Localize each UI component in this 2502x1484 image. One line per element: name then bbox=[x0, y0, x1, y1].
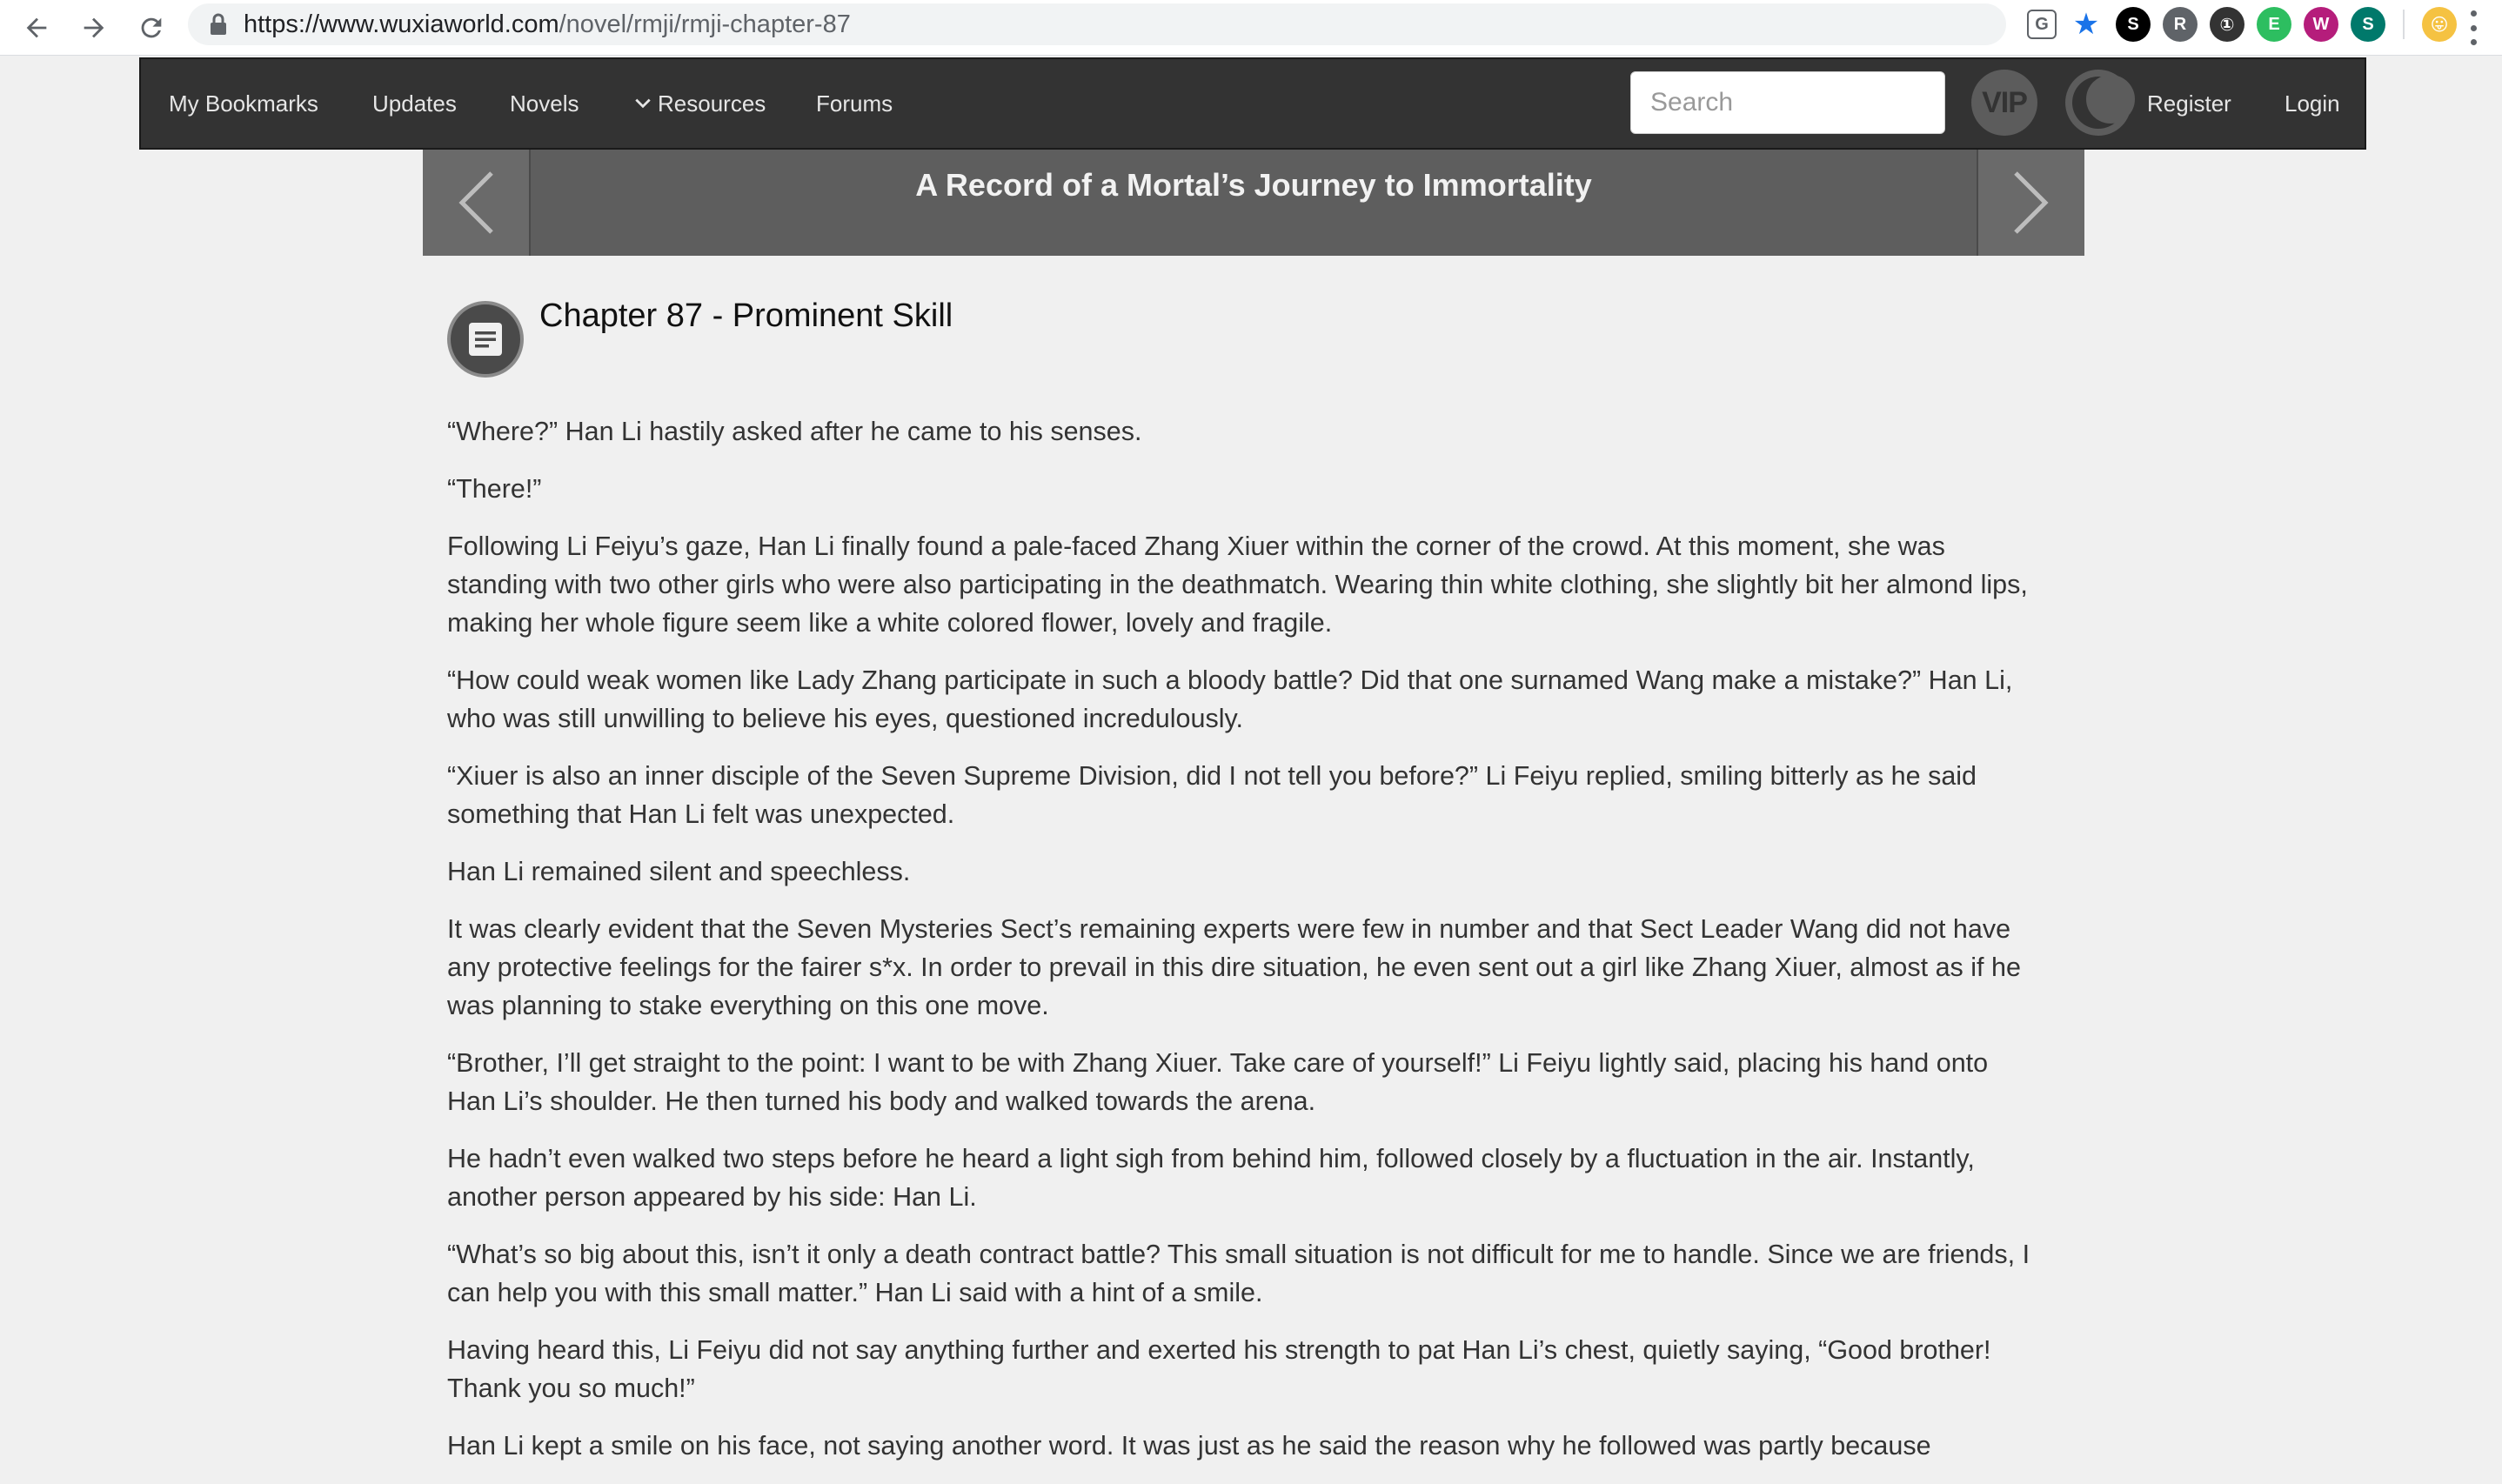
reload-icon bbox=[137, 13, 166, 43]
browser-menu-icon[interactable] bbox=[2469, 10, 2478, 45]
site-header bbox=[139, 57, 2366, 150]
extensions-area bbox=[2027, 7, 2457, 42]
chapter-nav-bar bbox=[423, 150, 2084, 256]
chevron-down-icon bbox=[633, 94, 652, 113]
chapter-list-button[interactable] bbox=[447, 301, 524, 378]
nav-resources[interactable] bbox=[633, 59, 766, 148]
url-path: /novel/rmji/rmji-chapter-87 bbox=[559, 10, 851, 38]
register-link[interactable]: Register bbox=[2147, 90, 2231, 117]
chapter-paragraph: “What’s so big about this, isn’t it only a death contract battle? This small situation is not difficult for me to handle. Since we are friends, I can help you with this small matter.” Han Li said with a hint of a smile. bbox=[447, 1240, 2030, 1307]
address-bar[interactable] bbox=[188, 3, 2006, 45]
chapter-paragraph: He hadn’t even walked two steps before he heard a light sigh from behind him, followed closely by a fluctuation in the air. Instantly, another person appeared by his side: Han Li. bbox=[447, 1144, 1975, 1212]
nav-resources-label: Resources bbox=[658, 90, 766, 117]
next-chapter-button[interactable] bbox=[1977, 150, 2084, 256]
chapter-paragraph: “Where?” Han Li hastily asked after he came to his senses. bbox=[447, 417, 1142, 446]
arrow-right-icon bbox=[79, 13, 109, 43]
translate-extension-icon[interactable]: G bbox=[2027, 10, 2057, 39]
onepassword-icon[interactable]: ① bbox=[2210, 7, 2244, 42]
chapter-paragraph: “Xiuer is also an inner disciple of the Seven Supreme Division, did I not tell you before?” Li Feiyu replied, smiling bitterly as he said something that Han Li felt was unexpected. bbox=[447, 761, 1977, 829]
url-host: https://www.wuxiaworld.com bbox=[244, 10, 559, 38]
chapter-title: Chapter 87 - Prominent Skill bbox=[539, 297, 953, 334]
chapter-paragraph: It was clearly evident that the Seven Mysteries Sect’s remaining experts were few in number and that Sect Leader Wang did not have any protective feelings for the fairer s*x. In order to prevail in this dire situation, he even sent out a girl like Zhang Xiuer, almost as if he was planning to stake everything on this one move. bbox=[447, 914, 2021, 1020]
back-button[interactable] bbox=[16, 7, 57, 49]
chapter-content bbox=[447, 412, 2039, 1484]
browser-toolbar bbox=[0, 0, 2502, 56]
chapter-paragraph: “There!” bbox=[447, 474, 542, 504]
chapter-paragraph: Having heard this, Li Feiyu did not say anything further and exerted his strength to pat Han Li’s chest, quietly saying, “Good brother! Thank you so much!” bbox=[447, 1335, 1991, 1403]
nav-updates[interactable]: Updates bbox=[372, 90, 457, 117]
document-icon bbox=[465, 319, 505, 359]
s-badge-extension-icon[interactable]: S bbox=[2351, 7, 2385, 42]
s-extension-icon[interactable]: S bbox=[2116, 7, 2151, 42]
forward-button[interactable] bbox=[73, 7, 115, 49]
nav-forums[interactable]: Forums bbox=[816, 90, 893, 117]
chapter-paragraph: Following Li Feiyu’s gaze, Han Li finally found a pale-faced Zhang Xiuer within the corner of the crowd. At this moment, she was standing with two other girls who were also participating in the deathmatch. Wearing thin white clothing, she slightly bit her almond lips, making her whole figure seem like a white colored flower, lovely and fragile. bbox=[447, 531, 2028, 638]
nav-novels[interactable]: Novels bbox=[510, 90, 579, 117]
previous-chapter-button[interactable] bbox=[423, 150, 531, 256]
lock-icon bbox=[209, 13, 228, 36]
chapter-paragraph: Han Li remained silent and speechless. bbox=[447, 857, 911, 886]
r-extension-icon[interactable]: R bbox=[2163, 7, 2198, 42]
evernote-icon[interactable]: E bbox=[2257, 7, 2291, 42]
vip-badge[interactable]: VIP bbox=[1971, 70, 2037, 136]
w-extension-icon[interactable]: W bbox=[2304, 7, 2338, 42]
chapter-paragraph: “Brother, I’ll get straight to the point: I want to be with Zhang Xiuer. Take care of yourself!” Li Feiyu lightly said, placing his hand onto Han Li’s shoulder. He then turned his body and walked towards the arena. bbox=[447, 1048, 1989, 1116]
login-link[interactable]: Login bbox=[2285, 90, 2340, 117]
star-bookmark-icon[interactable]: ★ bbox=[2072, 8, 2100, 41]
search-input[interactable] bbox=[1630, 71, 1945, 134]
dark-mode-moon-icon[interactable] bbox=[2065, 70, 2131, 136]
emoji-extension-icon[interactable]: 😛 bbox=[2422, 7, 2457, 42]
chapter-paragraph: Han Li kept a smile on his face, not saying another word. It was just as he said the reason why he followed was partly because bbox=[447, 1431, 1931, 1461]
nav-my-bookmarks[interactable]: My Bookmarks bbox=[169, 90, 318, 117]
chapter-paragraph: “How could weak women like Lady Zhang participate in such a bloody battle? Did that one surnamed Wang make a mistake?” Han Li, who was still unwilling to believe his eyes, questioned incredulously. bbox=[447, 665, 2013, 733]
chevron-left-icon bbox=[453, 168, 498, 237]
arrow-left-icon bbox=[22, 13, 51, 43]
url-text bbox=[244, 10, 851, 39]
toolbar-separator bbox=[2403, 10, 2405, 39]
chevron-right-icon bbox=[2009, 168, 2054, 237]
novel-title[interactable]: A Record of a Mortal’s Journey to Immortality bbox=[915, 167, 1592, 203]
reload-button[interactable] bbox=[130, 7, 172, 49]
